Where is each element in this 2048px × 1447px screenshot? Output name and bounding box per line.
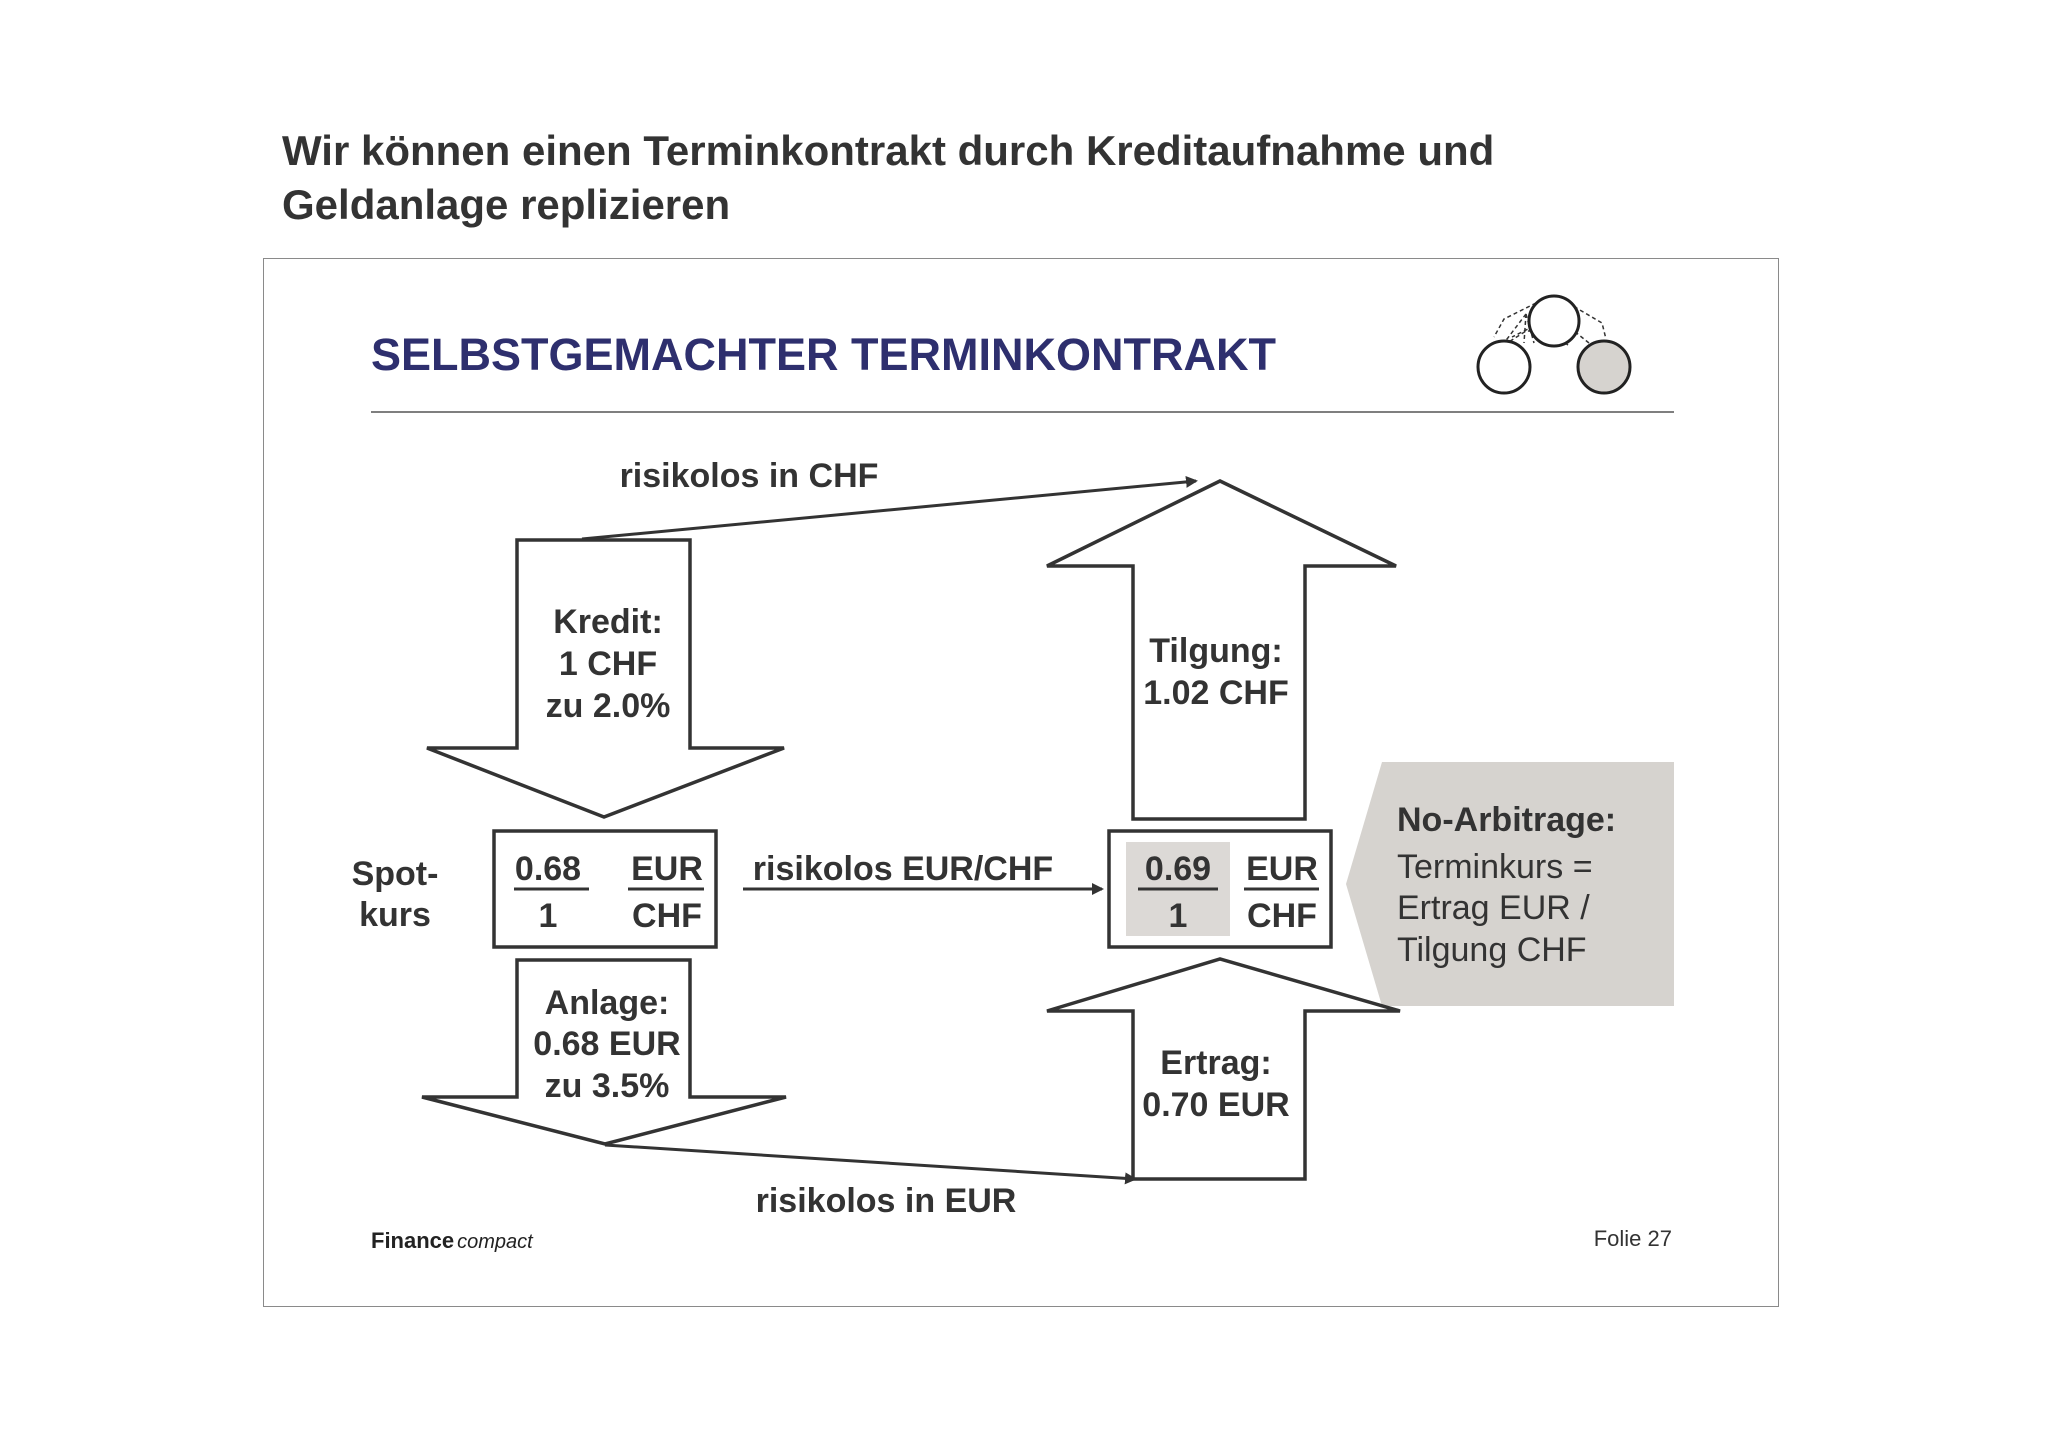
page-heading-line1: Wir können einen Terminkontrakt durch Kreditaufnahme und bbox=[282, 127, 1495, 174]
forward-unit-top: EUR bbox=[1246, 850, 1318, 888]
callout-line2: Ertrag EUR / bbox=[1397, 889, 1590, 927]
ertrag-label-line2: 0.70 EUR bbox=[1142, 1086, 1290, 1124]
kredit-label-line1: Kredit: bbox=[553, 603, 663, 641]
footer-brand-logo bbox=[371, 1228, 534, 1253]
forward-denominator: 1 bbox=[1168, 897, 1188, 935]
spot-unit-top: EUR bbox=[631, 850, 703, 888]
footer-brand-bold: Finance bbox=[371, 1228, 455, 1253]
middle-flow-label: risikolos EUR/CHF bbox=[752, 850, 1054, 888]
slide-title: SELBSTGEMACHTER TERMINKONTRAKT bbox=[371, 329, 1276, 380]
bottom-flow-arrow bbox=[605, 1145, 1135, 1179]
spot-denominator: 1 bbox=[538, 897, 558, 935]
spot-label-line1: Spot- bbox=[351, 855, 439, 893]
forward-unit-bottom: CHF bbox=[1247, 897, 1317, 935]
callout-line3: Tilgung CHF bbox=[1397, 931, 1587, 969]
page-heading bbox=[282, 124, 1782, 232]
anlage-label-line3: zu 3.5% bbox=[544, 1067, 670, 1105]
slide-frame bbox=[263, 258, 1779, 1307]
tilgung-label-line2: 1.02 CHF bbox=[1143, 674, 1289, 712]
ertrag-label-line1: Ertrag: bbox=[1160, 1044, 1272, 1082]
top-flow-label: risikolos in CHF bbox=[619, 457, 879, 495]
anlage-label-line1: Anlage: bbox=[544, 984, 670, 1022]
spot-label-line2: kurs bbox=[359, 896, 431, 934]
footer-page-label: Folie 27 bbox=[1593, 1226, 1672, 1251]
replication-diagram bbox=[264, 259, 1780, 1308]
forward-numerator: 0.69 bbox=[1144, 850, 1212, 888]
anlage-label-line2: 0.68 EUR bbox=[533, 1025, 681, 1063]
kredit-label-line2: 1 CHF bbox=[558, 645, 658, 683]
no-arbitrage-callout bbox=[1346, 762, 1674, 1006]
svg-text:Financecompact bbox=[371, 1228, 534, 1253]
forward-rate-box bbox=[1109, 831, 1331, 947]
kredit-label-line3: zu 2.0% bbox=[545, 687, 671, 725]
spot-unit-bottom: CHF bbox=[632, 897, 702, 935]
spot-rate-box bbox=[494, 831, 716, 947]
tilgung-label-line1: Tilgung: bbox=[1149, 632, 1283, 670]
callout-title: No-Arbitrage: bbox=[1397, 801, 1617, 839]
page-heading-line2: Geldanlage replizieren bbox=[282, 181, 731, 228]
footer-brand-italic: compact bbox=[457, 1231, 533, 1253]
callout-line1: Terminkurs = bbox=[1397, 848, 1593, 886]
spot-numerator: 0.68 bbox=[514, 850, 582, 888]
bottom-flow-label: risikolos in EUR bbox=[755, 1182, 1017, 1220]
three-circles-logo-icon bbox=[1478, 296, 1630, 393]
